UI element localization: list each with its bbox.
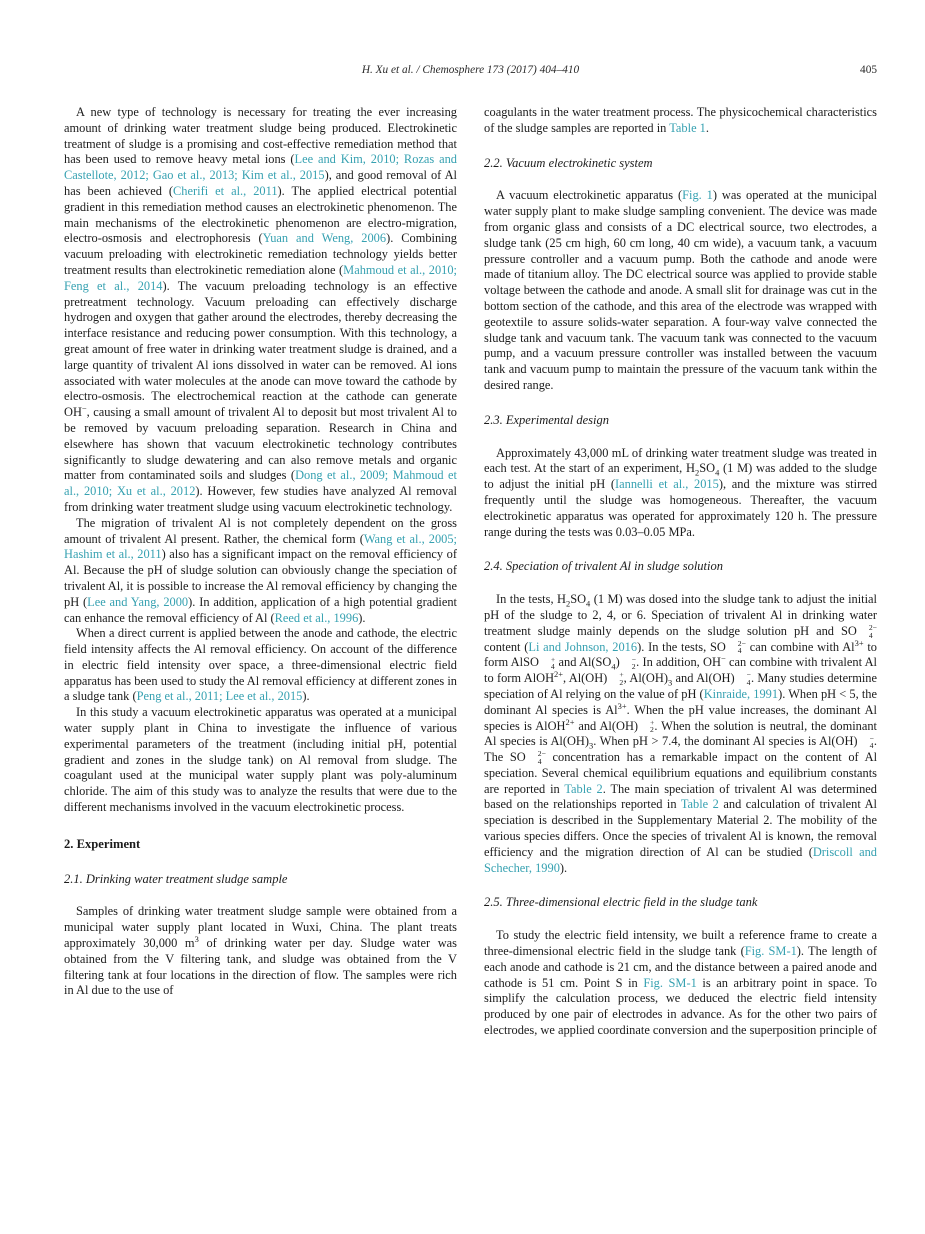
sub-sup-stack: + 2 — [650, 717, 655, 735]
subsection-heading: 2.1. Drinking water treatment sludge sample — [64, 871, 288, 886]
citation-link[interactable]: Driscoll and Schecher, 1990 — [484, 844, 877, 875]
citation-link[interactable]: Mahmoud et al., 2010; Feng et al., 2014 — [64, 262, 457, 293]
citation-link[interactable]: Table 1 — [669, 120, 706, 135]
right-column — [484, 105, 877, 1039]
sub-text: 4 — [715, 467, 720, 478]
paragraph: In the tests, $H_2SO_4$ (1 M) was dosed into the sludge tank to adjust the initial pH of the sludge to 2, 4, or 6. Speciation of trivalent Al in drinking water treatment sludge mainly depends on the sludge solution pH and SO 2− 4 content (Li and Johnson, 2016). In the tests, SO 2− 4 can combine with $Al^{3+}$ to form AlSO + 4 and $Al(SO_4)$ − 2 . In addition, OH− can combine with trivalent Al to form AlOH$^{2+}$, Al(OH) + 2 , $Al(OH)_3$ and Al(OH) − 4 . Many studies determine speciation of Al relying on the value of pH (Kinraide, 1991). When pH < 5, the dominant Al species is $Al^{3+}$. When the pH value increases, the dominant Al species is AlOH$^{2+}$ and Al(OH) + 2 . When the solution is neutral, the dominant Al species is $Al(OH)_3$. When pH > 7.4, the dominant Al species is Al(OH) − 4 . The SO 2− 4 concentration has a remarkable impact on the content of Al speciation. Several chemical equilibrium equations and equilibrium constants are reported in Table 2. The main speciation of trivalent Al was determined based on the relationships reported in Table 2 and calculation of trivalent Al speciation is described in the Supplementary Material 2. The mobility of the various species differs. Once the species of trivalent Al is known, the removal efficiency and the migration direction of Al can be studied (Driscoll and Schecher, 1990). — [484, 592, 878, 875]
left-column — [64, 105, 457, 1039]
sup-text: 3+ — [617, 700, 627, 711]
subsection-heading: 2.2. Vacuum electrokinetic system — [484, 155, 653, 170]
subsection-heading: 2.3. Experimental design — [484, 412, 609, 427]
sub-text: 4 — [586, 598, 591, 609]
citation-link[interactable]: Cherifi et al., 2011 — [173, 183, 278, 198]
sub-text: 3 — [588, 740, 594, 751]
citation-link[interactable]: Lee and Kim, 2010; Rozas and Castellote, 2012; Gao et al., 2013; Kim et al., 2015 — [64, 152, 457, 183]
running-head: H. Xu et al. / Chemosphere 173 (2017) 404–410 — [361, 64, 580, 76]
sub-sup-stack: − 2 — [631, 654, 637, 672]
paragraph: The migration of trivalent Al is not completely dependent on the gross amount of trivalent Al present. Rather, the chemical form (Wang et al., 2005; Hashim et al., 2011) also has a significant impact on the removal efficiency of Al. Because the pH of sludge solution can obviously change the speciation of trivalent Al, it is possible to increase the Al removal efficiency by changing the pH (Lee and Yang, 2000). In addition, application of a high potential gradient can enhance the removal efficiency of Al (Reed et al., 1996). — [64, 515, 457, 625]
sup-text: − — [720, 653, 726, 664]
paragraph: When a direct current is applied between the anode and cathode, the electric field intensity affects the Al removal efficiency. On account of the difference in electric field intensity over space, a three-dimensional electric field apparatus has been used to study the Al removal efficiency at different zones in a sludge tank (Peng et al., 2011; Lee et al., 2015). — [64, 626, 457, 704]
citation-link[interactable]: Dong et al., 2009; Mahmoud et al., 2010; Xu et al., 2012 — [64, 468, 457, 499]
article-body — [64, 105, 877, 1039]
citation-link[interactable]: Li and Johnson, 2016 — [528, 639, 638, 654]
citation-link[interactable]: Iannelli et al., 2015 — [615, 477, 719, 492]
sub-text: 4 — [611, 661, 616, 672]
paragraph: In this study a vacuum electrokinetic apparatus was operated at a municipal water supply plant in China to investigate the influence of various experimental parameters of the treatment (including initial pH, potential gradient and zones in the sludge tank) on Al removal from sludge. The coagulant used at the municipal water supply plant was poly-aluminum chloride. The aim of this study was to analyze the results that were due to the different mechanisms involved in the vacuum electrokinetic process. — [64, 705, 457, 815]
sub-sup-stack: 2− 4 — [868, 622, 877, 640]
sup-text: 3 — [194, 933, 199, 944]
citation-link[interactable]: Wang et al., 2005; Hashim et al., 2011 — [64, 531, 457, 562]
sub-sup-stack: 2− 4 — [537, 749, 546, 766]
sup-text: 2+ — [554, 668, 563, 679]
citation-link[interactable]: Reed et al., 1996 — [274, 610, 359, 625]
sup-text: − — [81, 403, 87, 414]
subsection-heading: 2.5. Three-dimensional electric field in the sludge tank — [484, 895, 758, 910]
citation-link[interactable]: Table 2 — [564, 781, 603, 796]
sup-text: 2+ — [565, 716, 575, 727]
citation-link[interactable]: Fig. SM-1 — [643, 975, 697, 990]
sub-text: 2 — [565, 598, 571, 609]
sub-sup-stack: − 4 — [869, 733, 874, 751]
page-number: 405 — [860, 64, 877, 76]
citation-link[interactable]: Kinraide, 1991 — [703, 686, 779, 701]
subsection-heading: 2.4. Speciation of trivalent Al in sludge solution — [484, 559, 723, 574]
paragraph: A new type of technology is necessary for treating the ever increasing amount of drinking water treatment sludge being produced. Electrokinetic treatment of sludge is a promising and cost-effective remediation method that has been used to remove heavy metal ions (Lee and Kim, 2010; Rozas and Castellote, 2012; Gao et al., 2013; Kim et al., 2015), and good removal of Al has been achieved (Cherifi et al., 2011). The applied electrical potential gradient in this remediation method causes an electrokinetic phenomenon. The main mechanisms of the electrokinetic phenomenon are electro-migration, electro-osmosis and electrophoresis (Yuan and Weng, 2006). Combining vacuum preloading with electrokinetic remediation technology yields better treatment results than electrokinetic remediation alone (Mahmoud et al., 2010; Feng et al., 2014). The vacuum preloading technology is an effective pretreatment technology. Vacuum preloading can effectively discharge hydrogen and oxygen that gather around the electrodes, thereby decreasing the interface resistance and reducing power consumption. With this technology, a great amount of free water in drinking water treatment sludge is drained, and a large quantity of trivalent Al ions dissolved in water can be removed. Al ions associated with water molecules at the anode can move toward the cathode by electro-osmosis. The electrochemical reaction at the cathode can generate OH−, causing a small amount of trivalent Al to deposit but most trivalent Al to be removed by vacuum preloading separation. Research in China and elsewhere has shown that vacuum electrokinetic technology contributes significantly to sludge dewatering and can also remove metals and organic matter from contaminated soils and sludges (Dong et al., 2009; Mahmoud et al., 2010; Xu et al., 2012). However, few studies have analyzed Al removal from drinking water treatment sludge using vacuum electrokinetic technology. — [64, 105, 458, 514]
citation-link[interactable]: Table 2 — [680, 797, 719, 812]
paragraph: Samples of drinking water treatment sludge sample were obtained from a municipal water supply plant located in Wuxi, China. The plant treats approximately 30,000 $m^3$ of drinking water per day. Sludge water was obtained from the V filtering tank, and sludge was obtained from the V filtering tank at four locations in the direction of flow. The samples were rich in Al due to the use of — [64, 904, 457, 998]
sub-text: 3 — [667, 677, 673, 688]
citation-link[interactable]: Fig. 1 — [682, 188, 713, 203]
paragraph: coagulants in the water treatment process. The physicochemical characteristics of the sludge samples are reported in Table 1. — [484, 105, 877, 135]
sub-sup-stack: 2− 4 — [737, 638, 746, 656]
paragraph: A vacuum electrokinetic apparatus (Fig. 1) was operated at the municipal water supply plant to make sludge sampling convenient. The device was made from organic glass and consists of a DC electrical source, two electrodes, a sludge tank (25 cm high, 60 cm long, 40 cm wide), a vacuum tank, a vacuum pressure controller and a vacuum pump. Both the cathode and anode were made of titanium alloy. The DC electrical source was applied to provide stable voltage between the cathode and anode. A small slit for drainage was cut in the bottom section of the cathode, and this area of the electrode was wrapped with geotextile to assure solids-water separation. A four-way valve connected the sludge tank and vacuum tank. The vacuum tank was connected to the vacuum pump, and a vacuum pressure controller was installed between the vacuum tank and vacuum pump to maintain the pressure of the vacuum tank within the desired range. — [484, 188, 878, 392]
section-heading: 2. Experiment — [64, 836, 141, 851]
sub-text: 2 — [695, 467, 700, 478]
sub-sup-stack: + 2 — [619, 670, 624, 688]
paragraph: Approximately 43,000 mL of drinking water treatment sludge was treated in each test. At the start of an experiment, $H_2SO_4$ (1 M) was added to the sludge to adjust the initial pH (Iannelli et al., 2015), and the mixture was stirred frequently until the sludge was homogeneous. Thereafter, the vacuum electrokinetic apparatus was operated for approximately 120 h. The pressure range during the tests was 0.03–0.05 MPa. — [484, 445, 878, 539]
page-header — [64, 64, 877, 79]
sub-sup-stack: + 4 — [550, 654, 556, 672]
citation-link[interactable]: Yuan and Weng, 2006 — [262, 231, 387, 246]
paragraph: To study the electric field intensity, we built a reference frame to create a three-dimensional electric field in the sludge tank (Fig. SM-1). The length of each anode and cathode is 21 cm, and the distance between a paired anode and cathode is 51 cm. Point S in Fig. SM-1 is an arbitrary point in space. To simplify the calculation process, we deduced the electric field intensity produced by one pair of electrodes in advance. As for the other two pairs of electrodes, we applied coordinate conversion and the superposition principle of — [484, 928, 877, 1038]
citation-link[interactable]: Peng et al., 2011; Lee et al., 2015 — [136, 689, 303, 704]
citation-link[interactable]: Fig. SM-1 — [744, 944, 797, 959]
sub-sup-stack: − 4 — [746, 670, 751, 688]
sup-text: 3+ — [854, 637, 864, 648]
citation-link[interactable]: Lee and Yang, 2000 — [87, 594, 189, 609]
